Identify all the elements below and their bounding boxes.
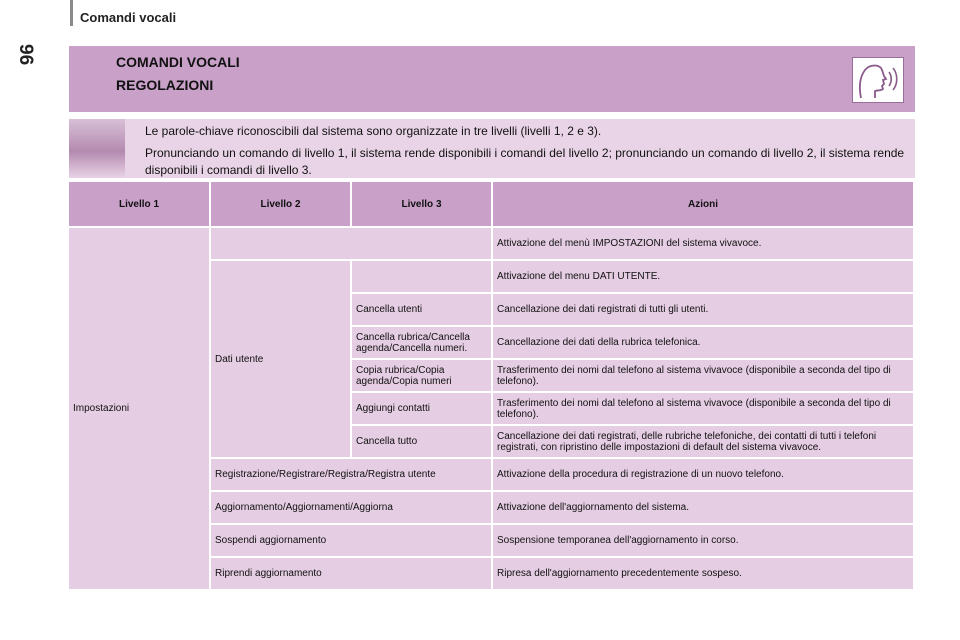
intro-marker [69, 119, 125, 178]
action-cell: Ripresa dell'aggiornamento precedentemente sospeso. [493, 558, 915, 591]
action-cell: Cancellazione dei dati registrati, delle rubriche telefoniche, dei contatti di tutti i telefoni registrati, con ripristino delle impostazioni di default del sistema vivavoce. [493, 426, 915, 459]
action-cell: Sospensione temporanea dell'aggiornamento in corso. [493, 525, 915, 558]
intro-line-2: Pronunciando un comando di livello 1, il sistema rende disponibili i comandi del livello 2; pronunciando un comando di livello 2, il sistema rende disponibili i comandi di livello 3. [145, 146, 905, 177]
table-row [69, 228, 915, 261]
column-header-level1: Livello 1 [69, 182, 211, 228]
column-header-level3: Livello 3 [352, 182, 493, 228]
table-header-row [69, 182, 915, 228]
empty-cell [352, 261, 493, 294]
level3-cell: Cancella utenti [352, 294, 493, 327]
level2-cell: Sospendi aggiornamento [211, 525, 493, 558]
action-cell: Attivazione del menù IMPOSTAZIONI del sistema vivavoce. [493, 228, 915, 261]
voice-commands-table [69, 182, 915, 591]
section-title: Comandi vocali [80, 10, 177, 25]
level3-cell: Cancella tutto [352, 426, 493, 459]
level2-cell: Dati utente [211, 261, 352, 459]
level1-cell: Impostazioni [69, 228, 211, 591]
level2-cell: Aggiornamento/Aggiornamenti/Aggiorna [211, 492, 493, 525]
intro-line-1: Le parole-chiave riconoscibili dal sistema sono organizzate in tre livelli (livelli 1, 2 e 3). [145, 124, 602, 138]
level3-cell: Copia rubrica/Copia agenda/Copia numeri [352, 360, 493, 393]
action-cell: Attivazione del menu DATI UTENTE. [493, 261, 915, 294]
action-cell: Attivazione della procedura di registrazione di un nuovo telefono. [493, 459, 915, 492]
action-cell: Attivazione dell'aggiornamento del sistema. [493, 492, 915, 525]
level2-cell: Registrazione/Registrare/Registra/Registra utente [211, 459, 493, 492]
action-cell: Trasferimento dei nomi dal telefono al sistema vivavoce (disponibile a seconda del tipo di telefono). [493, 393, 915, 426]
action-cell: Cancellazione dei dati della rubrica telefonica. [493, 327, 915, 360]
column-header-level2: Livello 2 [211, 182, 352, 228]
header-divider [70, 0, 73, 26]
banner-subtitle: REGOLAZIONI [116, 77, 214, 93]
column-header-actions: Azioni [493, 182, 915, 228]
level3-cell: Aggiungi contatti [352, 393, 493, 426]
level3-cell: Cancella rubrica/Cancella agenda/Cancella numeri. [352, 327, 493, 360]
action-cell: Cancellazione dei dati registrati di tutti gli utenti. [493, 294, 915, 327]
banner-title: COMANDI VOCALI [116, 54, 240, 70]
page-number: 96 [15, 44, 36, 66]
level2-cell: Riprendi aggiornamento [211, 558, 493, 591]
empty-cell [211, 228, 493, 261]
speaking-head-icon [852, 57, 904, 103]
action-cell: Trasferimento dei nomi dal telefono al sistema vivavoce (disponibile a seconda del tipo di telefono). [493, 360, 915, 393]
